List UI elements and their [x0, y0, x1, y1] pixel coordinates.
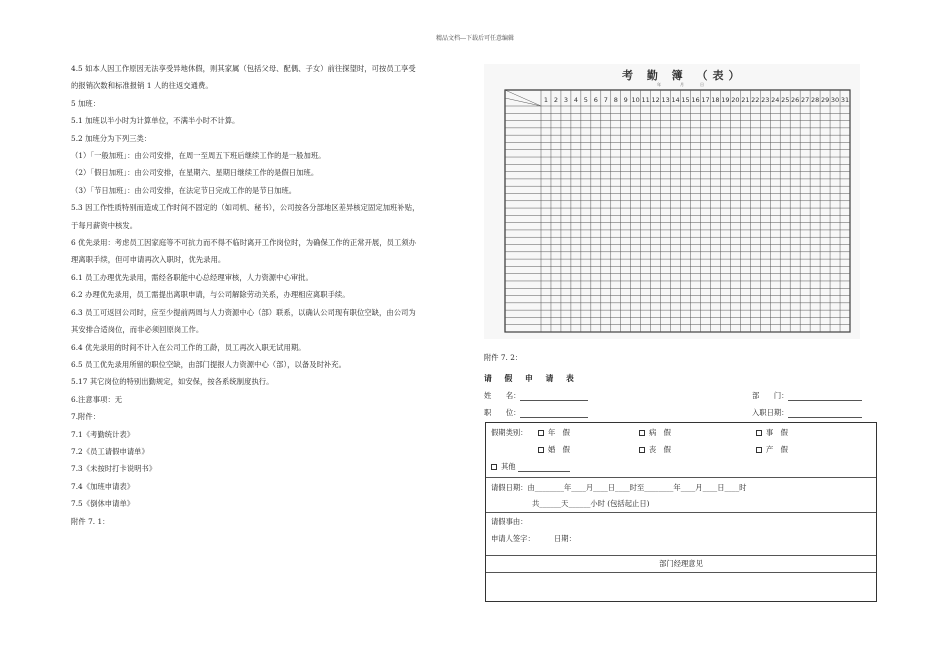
attendance-title: 考 勤 簿 （表）	[622, 69, 745, 82]
leave-form-table	[485, 422, 877, 602]
name-label: 姓 名：	[484, 391, 521, 400]
policy-line: 6.3 员工可返回公司时，应至少提前两周与人力资源中心（部）联系，以确认公司现有职位空缺，由公司为	[71, 307, 416, 317]
entry-date-field	[752, 408, 862, 418]
day-number-label: 12	[651, 96, 660, 104]
policy-line: 5 加班：	[71, 98, 101, 108]
policy-line: （1）「一般加班」：由公司安排，在周一至周五下班后继续工作的是一般加班。	[71, 151, 326, 161]
funeral-checkbox[interactable]	[639, 447, 645, 453]
attendance-grid	[484, 64, 860, 339]
dept-field	[752, 391, 862, 401]
policy-line: 6.2 办理优先录用，员工需提出离职申请，与公司解除劳动关系，办理相应离职手续。	[71, 290, 350, 300]
signature-label: 申请人签字：	[491, 534, 535, 543]
policy-line: 理离职手续，但可申请再次入职时，优先录用。	[71, 255, 226, 265]
leave-reason-row	[486, 513, 876, 556]
day-number-label: 21	[741, 96, 750, 104]
name-blank[interactable]	[520, 393, 588, 401]
grid-header-diagonal	[505, 98, 541, 106]
other-checkbox[interactable]	[491, 464, 497, 470]
manager-opinion-label: 部门经理意见	[659, 559, 703, 568]
day-number-label: 24	[771, 96, 780, 104]
day-number-label: 8	[613, 96, 618, 104]
day-number-label: 30	[830, 96, 840, 104]
policy-line: 7.5《倒休申请单》	[71, 499, 135, 509]
policy-line: 5.17 其它岗位的特别出勤规定，如安保，按各系统制度执行。	[71, 377, 274, 387]
day-number-label: 11	[641, 96, 650, 104]
dept-blank[interactable]	[788, 393, 862, 401]
other-blank[interactable]	[518, 464, 570, 472]
day-number-label: 9	[623, 96, 628, 104]
sick-checkbox[interactable]	[639, 430, 645, 436]
policy-line: 6 优先录用：考虑员工因家庭等不可抗力而不得不临时离开工作岗位时，为确保工作的正常开展，员工须办	[71, 238, 417, 248]
page-header: 精品文档---下载后可任意编辑	[435, 35, 515, 42]
annual-checkbox[interactable]	[538, 430, 544, 436]
annex-7-2-label: 附件 7. 2：	[484, 353, 523, 362]
manager-opinion-cell[interactable]	[486, 573, 876, 601]
policy-line: 6.4 优先录用的时间不计入在公司工作的工龄，员工再次入职无试用期。	[71, 342, 306, 352]
attendance-year-label: 年	[657, 82, 661, 87]
grid-header-diagonal	[505, 90, 541, 106]
policy-line: 6.1 员工办理优先录用，需经各职能中心总经理审核，人力资源中心审批。	[71, 272, 313, 282]
policy-line: 5.2 加班分为下列三类：	[71, 133, 152, 143]
leave-date-row	[486, 478, 876, 513]
day-number-label: 15	[681, 96, 690, 104]
policy-line: 6.注意事项：无	[71, 394, 123, 404]
day-number-label: 25	[781, 96, 790, 104]
day-number-label: 26	[791, 96, 800, 104]
policy-line: 7.3《未按时打卡说明书》	[71, 464, 157, 474]
policy-line: 7.4《加班申请表》	[71, 481, 135, 491]
dept-label: 部 门：	[752, 391, 789, 400]
attendance-month-label: 月	[680, 82, 684, 87]
day-number-label: 23	[761, 96, 770, 104]
attendance-sheet-image	[484, 64, 860, 339]
policy-line: 7.附件：	[71, 412, 101, 422]
policy-line: 的报销次数和标准报销 1 人的往返交通费。	[71, 81, 213, 91]
day-number-label: 5	[583, 96, 588, 104]
policy-line: （3）「节日加班」：由公司安排，在法定节日完成工作的是节日加班。	[71, 185, 297, 195]
policy-line: 5.1 加班以半小时为计算单位，不满半小时不计算。	[71, 116, 240, 126]
policy-line: 于每月薪资中核发。	[71, 220, 138, 230]
leave-type-row	[486, 423, 876, 478]
day-number-label: 3	[563, 96, 568, 104]
policy-line: 5.3 因工作性质特别而造成工作时间不固定的（如司机、秘书），公司按各分部地区差异核定固定加班补贴，	[71, 203, 420, 213]
day-number-label: 20	[731, 96, 740, 104]
annual-leave-option[interactable]: 年 假	[538, 428, 570, 438]
day-number-label: 27	[801, 96, 810, 104]
maternity-leave-option[interactable]: 产 假	[756, 445, 788, 455]
day-number-label: 4	[573, 96, 578, 104]
day-number-label: 6	[593, 96, 598, 104]
day-number-label: 31	[840, 96, 850, 104]
marriage-leave-option[interactable]: 婚 假	[538, 445, 570, 455]
policy-text-column	[71, 60, 466, 530]
day-number-label: 10	[631, 96, 640, 104]
day-number-label: 19	[721, 96, 730, 104]
reason-label: 请假事由：	[491, 517, 528, 526]
manager-opinion-header-row	[486, 556, 876, 573]
policy-line: 附件 7. 1：	[71, 516, 110, 526]
personal-checkbox[interactable]	[756, 430, 762, 436]
policy-line: 4.5 如本人因工作原因无法享受异地休假，则其家属（包括父母、配偶、子女）前往探望时，可按员工享受	[71, 64, 416, 73]
policy-line: 其安排合适岗位，而非必须回原岗工作。	[71, 325, 204, 335]
day-number-label: 29	[820, 96, 830, 104]
position-label: 职 位：	[484, 408, 521, 417]
day-number-label: 1	[543, 96, 549, 104]
policy-line: （2）「假日加班」：由公司安排，在星期六、星期日继续工作的是假日加班。	[71, 168, 319, 178]
day-number-label: 7	[603, 96, 608, 104]
day-number-label: 14	[671, 96, 680, 104]
entry-date-blank[interactable]	[788, 410, 862, 418]
name-field	[484, 391, 588, 401]
personal-leave-option[interactable]: 事 假	[756, 428, 788, 438]
leave-type-label: 假期类别：	[491, 428, 528, 437]
day-number-label: 16	[691, 96, 700, 104]
leave-date-line[interactable]: 请假日期：由________年____月____日____时至________年____月____日____时	[491, 483, 747, 492]
policy-line: 7.1《考勤统计表》	[71, 429, 135, 439]
sick-leave-option[interactable]: 病 假	[639, 428, 671, 438]
day-number-label: 17	[701, 96, 710, 104]
sign-date-label: 日期：	[554, 534, 576, 543]
day-number-label: 28	[810, 96, 820, 104]
leave-form-title: 请 假 申 请 表	[484, 374, 579, 383]
attendance-day-label: 日	[700, 82, 704, 87]
funeral-leave-option[interactable]: 丧 假	[639, 445, 671, 455]
marriage-checkbox[interactable]	[538, 447, 544, 453]
leave-total-line[interactable]: 共______天______小时 (包括起止日)	[532, 499, 650, 508]
other-leave-option[interactable]: 其他	[491, 462, 570, 472]
position-blank[interactable]	[520, 410, 588, 418]
policy-line: 6.5 员工优先录用所留的职位空缺，由部门提报人力资源中心（部），以备及时补充。	[71, 359, 346, 369]
day-number-label: 13	[661, 96, 670, 104]
day-number-label: 18	[711, 96, 720, 104]
day-number-label: 2	[553, 96, 559, 104]
policy-line: 7.2《员工请假申请单》	[71, 446, 149, 456]
position-field	[484, 408, 588, 418]
entry-date-label: 入职日期：	[752, 408, 789, 417]
maternity-checkbox[interactable]	[756, 447, 762, 453]
day-number-label: 22	[751, 96, 760, 104]
